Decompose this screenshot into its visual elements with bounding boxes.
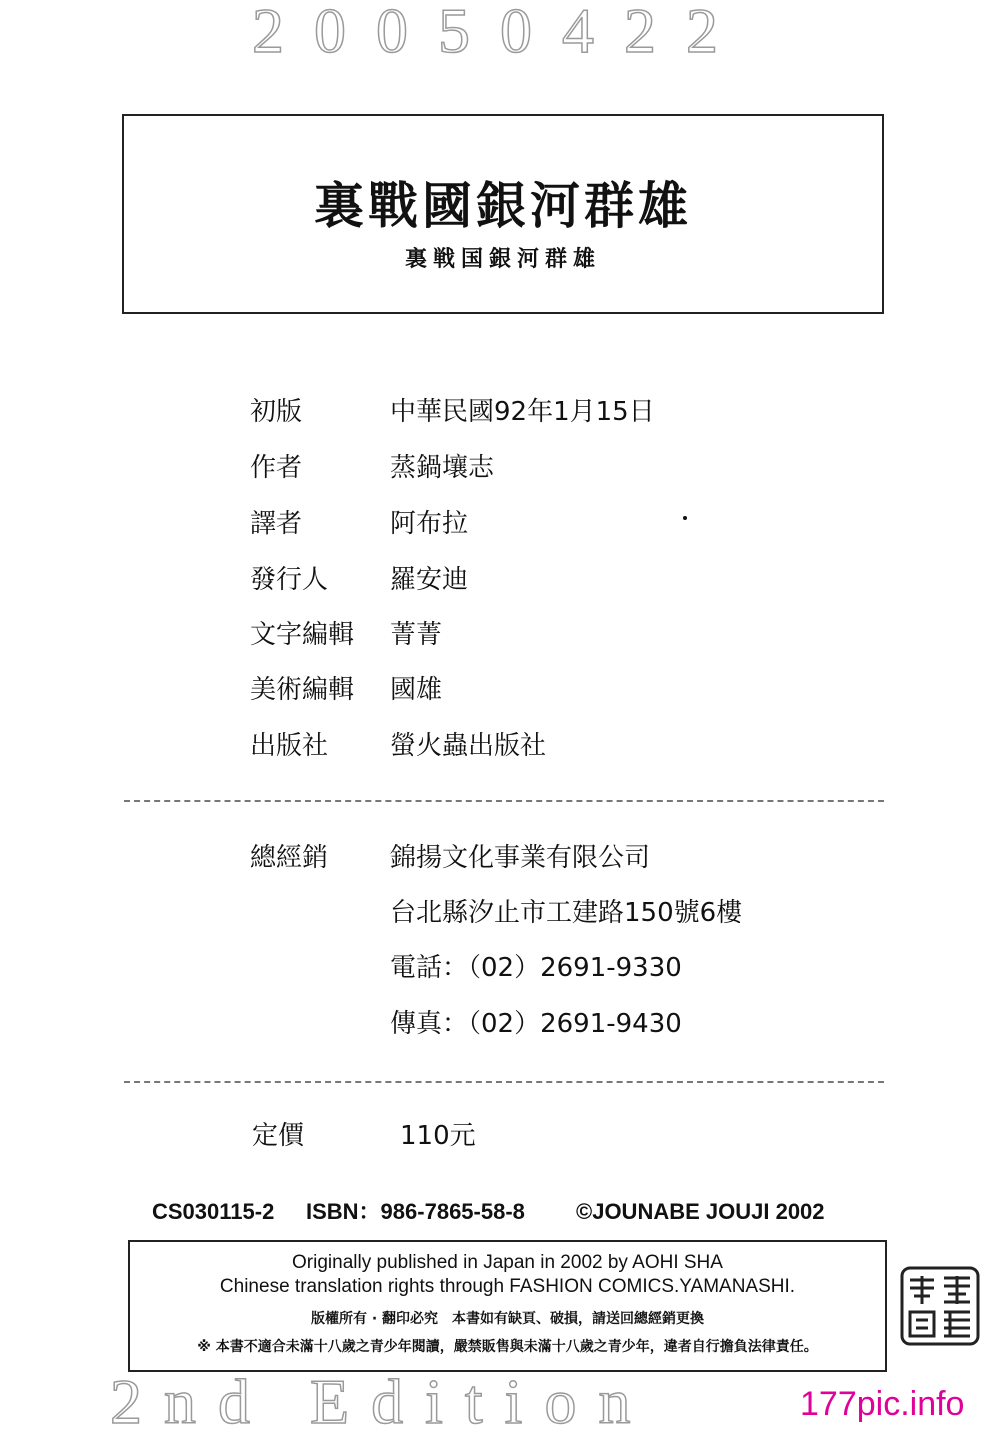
site-watermark: 177pic.info [800,1385,965,1423]
seal-stamp-icon [900,1266,980,1346]
credit-label: 出版社 [250,731,329,761]
catalog-number: CS030115-2 [152,1199,275,1224]
credit-label: 文字編輯 [250,620,355,650]
copyright: ©JOUNABE JOUJI 2002 [576,1199,825,1224]
credit-label: 發行人 [250,565,329,595]
credit-value: 國雄 [390,675,443,705]
rights-chinese-line-1: 版權所有 · 翻印必究 本書如有缺頁、破損，請送回總經銷更換 [310,1311,705,1327]
credit-label: 作者 [250,453,303,483]
credit-label: 美術編輯 [250,675,355,705]
distributor-label: 總經銷 [250,843,329,873]
watermark-date: 20050422 [252,0,748,66]
watermark-edition: 2nd Edition [110,1366,653,1437]
credit-value: 螢火蟲出版社 [390,731,547,761]
price-label: 定價 [252,1121,305,1151]
credit-value: 菁菁 [390,620,443,650]
rights-chinese-line-2: ※ 本書不適合未滿十八歲之青少年閱讀，嚴禁販售與未滿十八歲之青少年，違者自行擔負法律責任。 [197,1339,818,1355]
credit-value: 中華民國92年1月15日 [390,397,655,427]
price-value: 110元 [400,1121,476,1151]
title-box [122,114,884,314]
distributor-fax: 傳真：（02）2691-9430 [390,1009,682,1039]
credit-value: 阿布拉 [390,509,469,539]
distributor-address: 台北縣汐止市工建路150號6樓 [390,898,743,928]
distributor-phone: 電話：（02）2691-9330 [390,953,682,983]
credit-label: 譯者 [250,509,303,539]
isbn: ISBN：986-7865-58-8 [306,1199,525,1224]
dashed-divider [124,1081,884,1083]
rights-english-line-1: Originally published in Japan in 2002 by AOHI SHA [292,1252,723,1273]
credit-value: 蒸鍋壤志 [390,453,495,483]
book-title: 裏戰國銀河群雄 [314,177,692,235]
book-subtitle: 裏戦国銀河群雄 [404,247,601,272]
print-speck [683,516,687,520]
dashed-divider [124,800,884,802]
credit-value: 羅安迪 [390,565,469,595]
distributor-name: 錦揚文化事業有限公司 [390,843,651,873]
rights-english-line-2: Chinese translation rights through FASHION COMICS.YAMANASHI. [219,1276,796,1297]
rights-box [128,1240,887,1372]
credit-label: 初版 [250,397,303,427]
